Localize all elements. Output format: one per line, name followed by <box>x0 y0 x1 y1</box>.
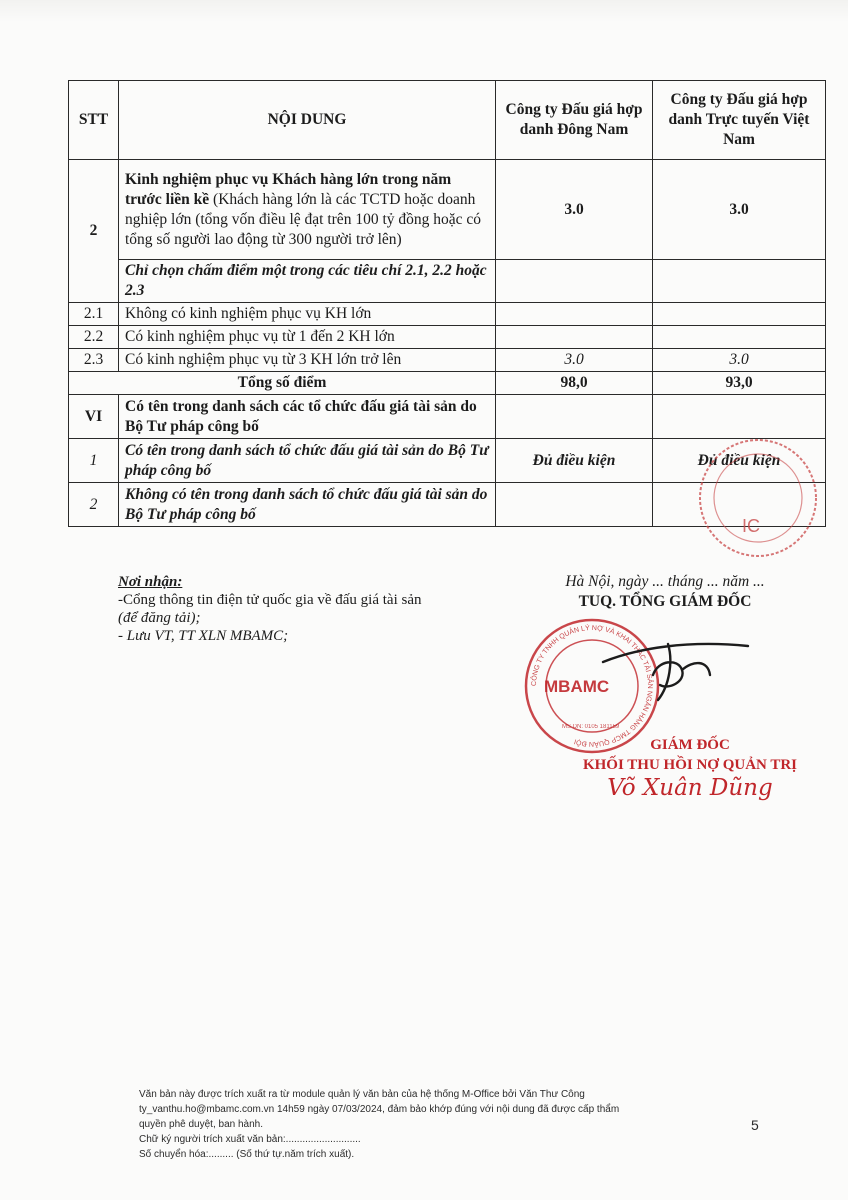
score-company-1 <box>496 260 653 303</box>
signer-title-2: KHỐI THU HỒI NỢ QUẢN TRỊ <box>582 757 798 773</box>
header-stt: STT <box>69 81 119 160</box>
row-stt: 2.2 <box>69 326 119 349</box>
table-row <box>69 260 826 303</box>
page-number: 5 <box>751 1117 759 1133</box>
score-company-2 <box>653 260 826 303</box>
row-content <box>119 160 496 260</box>
row-content: Không có tên trong danh sách tổ chức đấu giá tài sản do Bộ Tư pháp công bố <box>119 483 496 527</box>
score-company-1 <box>496 395 653 439</box>
total-label: Tổng số điểm <box>69 372 496 395</box>
place-date: Hà Nội, ngày ... tháng ... năm ... <box>565 573 765 590</box>
score-company-1: Đủ điều kiện <box>496 439 653 483</box>
seal-brand: MBAMC <box>544 677 610 696</box>
signer-title-1: GIÁM ĐỐC <box>650 737 730 753</box>
score-company-1 <box>496 326 653 349</box>
row-stt: 1 <box>69 439 119 483</box>
table-row <box>69 160 826 260</box>
score-company-1 <box>496 303 653 326</box>
signer-title <box>560 735 820 775</box>
score-company-1: 3.0 <box>496 160 653 260</box>
score-company-2 <box>653 326 826 349</box>
row-stt: 2.3 <box>69 349 119 372</box>
document-footer <box>139 1087 719 1162</box>
score-company-2 <box>653 395 826 439</box>
header-company-1: Công ty Đấu giá hợp danh Đông Nam <box>496 81 653 160</box>
score-company-1: 3.0 <box>496 349 653 372</box>
signer-position: TUQ. TỔNG GIÁM ĐỐC <box>578 593 752 610</box>
total-row <box>69 372 826 395</box>
page-top-edge <box>0 0 848 22</box>
table-row <box>69 349 826 372</box>
footer-line: quyền phê duyệt, ban hành. <box>139 1119 263 1130</box>
row-content: Có tên trong danh sách các tổ chức đấu giá tài sản do Bộ Tư pháp công bố <box>119 395 496 439</box>
handwritten-signature <box>598 630 758 710</box>
score-company-2: 3.0 <box>653 349 826 372</box>
table-row <box>69 326 826 349</box>
score-company-2: 3.0 <box>653 160 826 260</box>
seal-code: MS DN: 0105 181159 <box>562 724 620 730</box>
footer-line: ty_vanthu.ho@mbamc.com.vn 14h59 ngày 07/03/2024, đảm bảo khớp đúng với nội dung đã được cấp thẩm <box>139 1104 620 1115</box>
score-company-2: Đủ điều kiện <box>653 439 826 483</box>
signature-block <box>520 572 810 612</box>
row-content-bold: Kinh nghiệm phục vụ Khách hàng lớn trong năm trước liền kề <box>125 170 452 208</box>
seal-ring-text: CÔNG TY TNHH QUẢN LÝ NỢ VÀ KHAI THÁC TÀI SẢN NGÂN HÀNG TMCP QUÂN ĐỘI <box>530 624 654 748</box>
row-content: Có kinh nghiệm phục vụ từ 3 KH lớn trở lên <box>119 349 496 372</box>
recipient-line: -Cổng thông tin điện tử quốc gia về đấu giá tài sản <box>118 592 422 608</box>
signer-name: Võ Xuân Dũng <box>607 775 773 801</box>
score-company-1 <box>496 483 653 527</box>
row-stt: 2.1 <box>69 303 119 326</box>
header-content: NỘI DUNG <box>119 81 496 160</box>
recipients-label: Nơi nhận: <box>118 574 183 590</box>
header-company-2: Công ty Đấu giá hợp danh Trực tuyến Việt Nam <box>653 81 826 160</box>
footer-line: Số chuyển hóa:......... (Số thứ tự.năm trích xuất). <box>139 1149 355 1160</box>
row-content-rest: (Khách hàng lớn là các TCTD hoặc doanh nghiệp lớn (tổng vốn điều lệ đạt trên 100 tỷ đồng hoặc có tổng số người lao động từ 300 người trở lên) <box>125 190 482 248</box>
row-stt: 2 <box>69 160 119 303</box>
recipients-block <box>118 573 518 645</box>
table-row <box>69 395 826 439</box>
score-company-2 <box>653 303 826 326</box>
footer-line: Văn bản này được trích xuất ra từ module quản lý văn bản của hệ thống M-Office bởi Văn Thư Công <box>139 1089 585 1100</box>
row-content: Có kinh nghiệm phục vụ từ 1 đến 2 KH lớn <box>119 326 496 349</box>
row-stt: VI <box>69 395 119 439</box>
table-header-row <box>69 81 826 160</box>
row-stt: 2 <box>69 483 119 527</box>
total-company-1: 98,0 <box>496 372 653 395</box>
partial-seal-stamp <box>696 436 820 560</box>
row-content: Có tên trong danh sách tổ chức đấu giá tài sản do Bộ Tư pháp công bố <box>119 439 496 483</box>
footer-line: Chữ ký người trích xuất văn bản:........................... <box>139 1134 361 1145</box>
row-content: Không có kinh nghiệm phục vụ KH lớn <box>119 303 496 326</box>
total-company-2: 93,0 <box>653 372 826 395</box>
svg-text:IC: IC <box>742 516 760 536</box>
recipient-line: - Lưu VT, TT XLN MBAMC; <box>118 628 289 644</box>
table-row <box>69 303 826 326</box>
row-note: Chỉ chọn chấm điểm một trong các tiêu chí 2.1, 2.2 hoặc 2.3 <box>119 260 496 303</box>
recipient-line: (để đăng tải); <box>118 610 201 626</box>
